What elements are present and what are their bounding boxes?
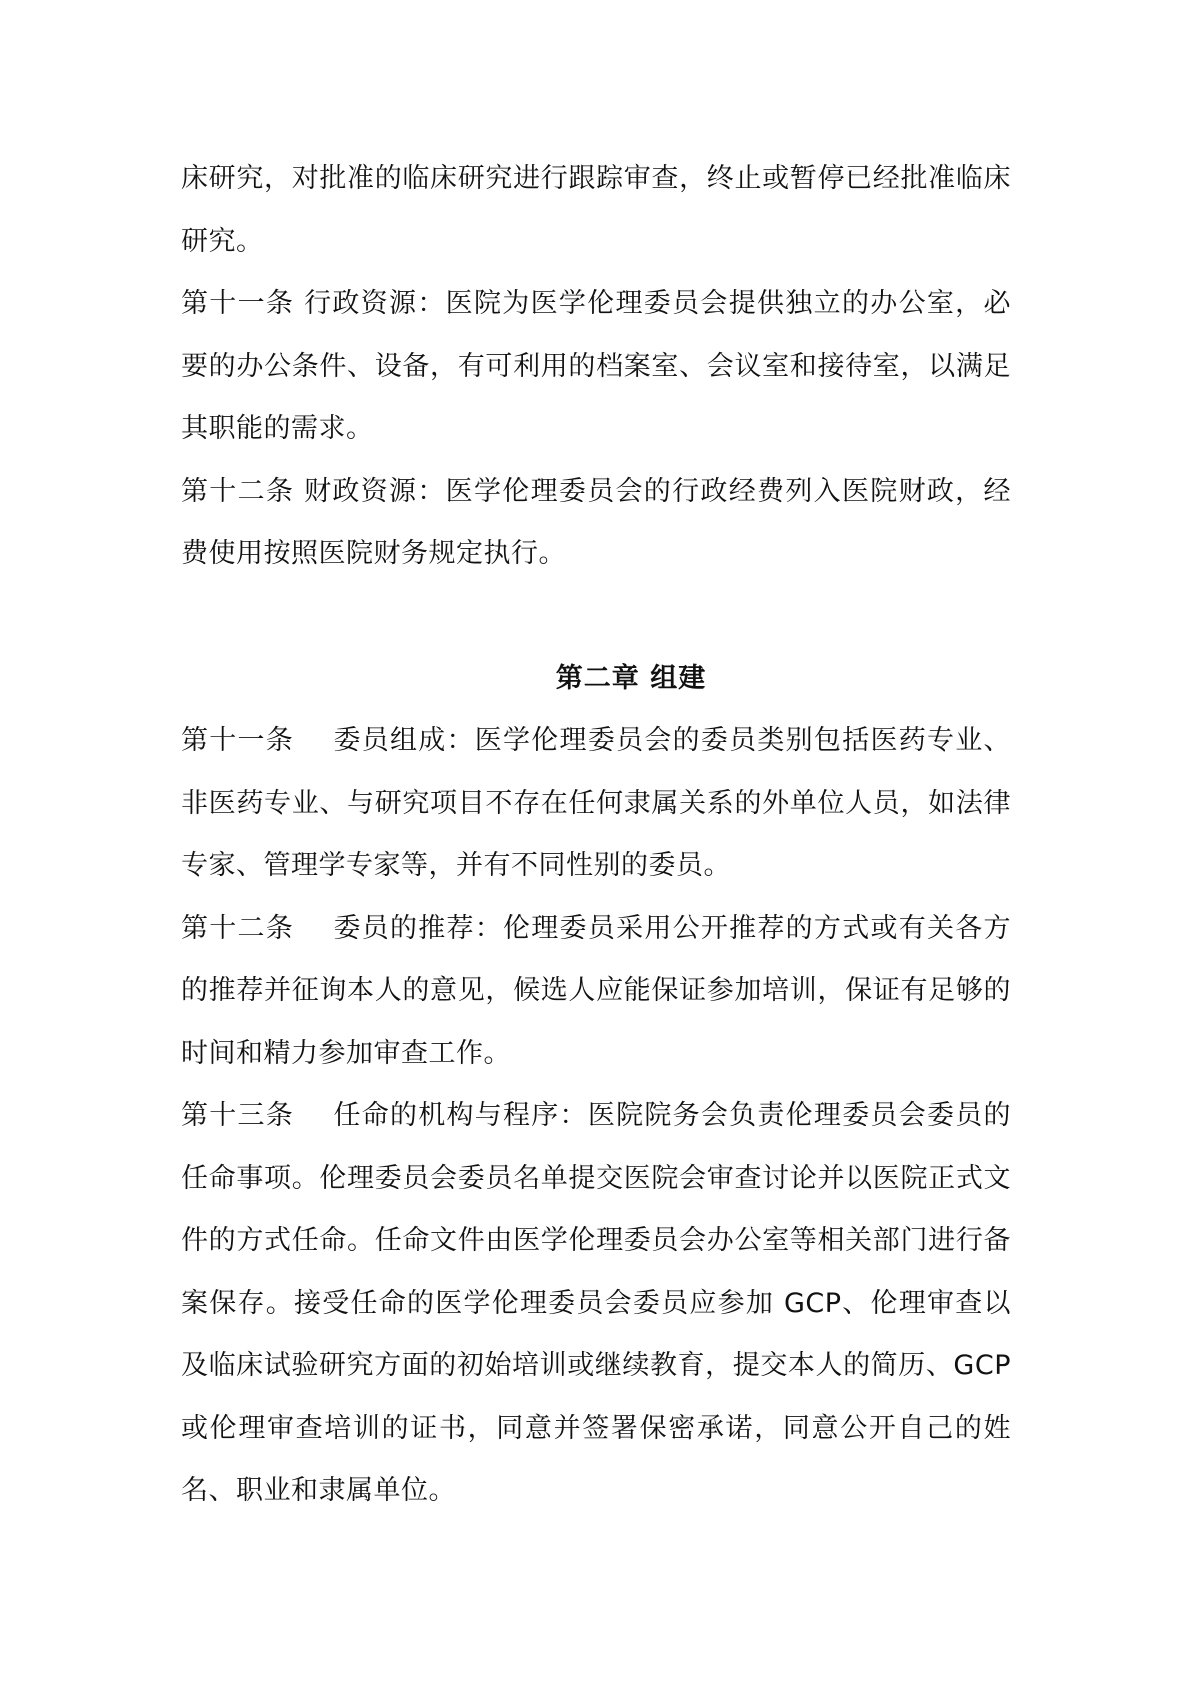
chapter-title: 第二章 组建 <box>555 662 707 694</box>
article-text: 委员的推荐：伦理委员采用公开推荐的方式或有关各方的推荐并征询本人的意见，候选人应能保证参加培训，保证有足够的时间和精力参加审查工作。 <box>181 912 1012 1069</box>
article-number: 第十二条 <box>181 475 295 507</box>
article-financial-resources <box>181 461 1011 586</box>
continued-paragraph: 床研究，对批准的临床研究进行跟踪审查，终止或暂停已经批准临床研究。 <box>181 163 1011 257</box>
article-text: 委员组成：医学伦理委员会的委员类别包括医药专业、非医药专业、与研究项目不存在任何隶属关系的外单位人员，如法律专家、管理学专家等，并有不同性别的委员。 <box>181 725 1012 881</box>
document-page <box>181 148 1011 1523</box>
article-number: 第十三条 <box>181 1100 295 1131</box>
article-admin-resources <box>181 273 1011 461</box>
article-member-composition <box>181 710 1011 898</box>
article-text: 任命的机构与程序：医院院务会负责伦理委员会委员的任命事项。伦理委员会委员名单提交医院会审查讨论并以医院正式文件的方式任命。任命文件由医学伦理委员会办公室等相关部门进行备案保存。接受任命的医学伦理委员会委员应参加 GCP、伦理审查以及临床试验研究方面的初始培训或继续教育，提交本人的简历、GCP 或伦理审查培训的证书，同意并签署保密承诺，同意公开自己的姓名、职业和隶属单位。 <box>181 1100 1012 1506</box>
article-number: 第十一条 <box>181 288 295 319</box>
article-text: 财政资源：医学伦理委员会的行政经费列入医院财政，经费使用按照医院财务规定执行。 <box>181 475 1011 569</box>
article-number: 第十一条 <box>181 725 295 756</box>
article-number: 第十二条 <box>181 912 295 944</box>
section-spacer <box>181 586 1011 648</box>
article-appointment-procedure <box>181 1085 1011 1523</box>
article-member-recommendation <box>181 898 1011 1086</box>
article-text: 行政资源：医院为医学伦理委员会提供独立的办公室，必要的办公条件、设备，有可利用的档案室、会议室和接待室，以满足其职能的需求。 <box>181 288 1011 444</box>
